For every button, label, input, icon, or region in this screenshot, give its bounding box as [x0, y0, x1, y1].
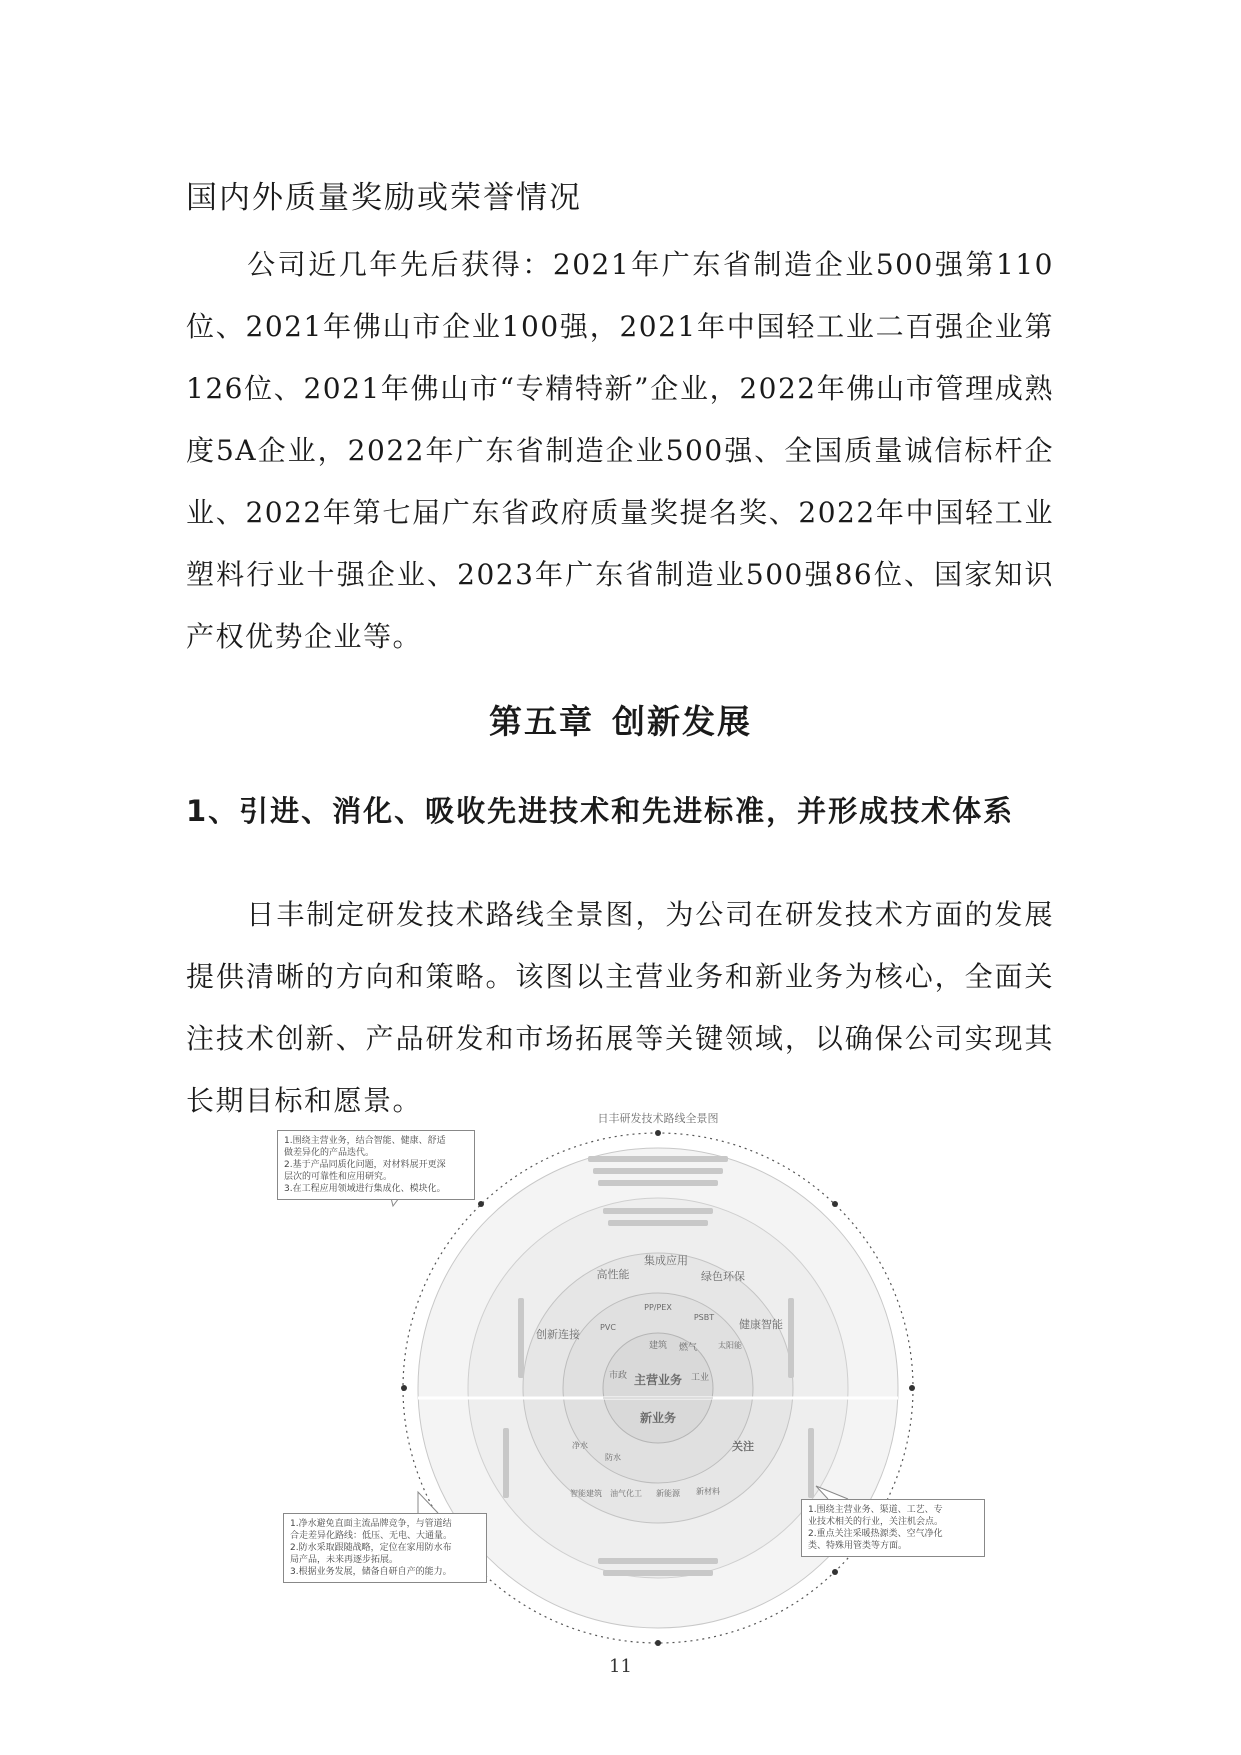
ring-label: 健康智能 [739, 1318, 783, 1331]
bottom-label: 新能源 [656, 1489, 680, 1498]
chapter-number: 第五章 [489, 702, 594, 741]
callout-line: 类、特殊用管类等方面。 [808, 1541, 908, 1551]
honors-paragraph [186, 234, 1054, 668]
ring-label: 集成应用 [644, 1254, 688, 1267]
callout-main-business [277, 1130, 475, 1200]
bottom-label: 防水 [605, 1453, 621, 1462]
inner-label: PSBT [693, 1313, 715, 1322]
core-new-label: 新业务 [639, 1411, 677, 1425]
callout-line: 1.围绕主营业务、渠道、工艺、专 [808, 1505, 943, 1515]
core-main-label: 主营业务 [633, 1373, 683, 1387]
callout-pointer [418, 1492, 438, 1513]
orbit-dot [655, 1130, 661, 1136]
honors-text: 公司近几年先后获得：2021年广东省制造企业500强第110位、2021年佛山市企业100强，2021年中国轻工业二百强企业第126位、2021年佛山市“专精特新”企业，2022年佛山市管理成熟度5A企业，2022年广东省制造企业500强、全国质量诚信标杆企业、2022年第七届广东省政府质量奖提名奖、2022年中国轻工业塑料行业十强企业、2023年广东省制造业500强86位、国家知识产权优势企业等。 [186, 248, 1054, 653]
callout-line: 3.在工程应用领域进行集成化、模块化。 [284, 1184, 446, 1194]
bottom-label: 净水 [572, 1441, 588, 1450]
callout-line: 合走差异化路线：低压、无电、大通量。 [290, 1531, 453, 1541]
callout-line: 3.根据业务发展，储备自研自产的能力。 [290, 1567, 452, 1577]
ring-label: 高性能 [596, 1268, 630, 1281]
callout-line: 业技术相关的行业，关注机会点。 [808, 1517, 944, 1527]
orbit-dot [655, 1640, 661, 1646]
ring-label: 创新连接 [536, 1328, 580, 1341]
inner-label: PP/PEX [644, 1303, 672, 1312]
figure-title: 日丰研发技术路线全景图 [597, 1112, 719, 1125]
ring-label: 绿色环保 [701, 1270, 745, 1283]
core-circle [603, 1333, 713, 1443]
subsection-title: 1、引进、消化、吸收先进技术和先进标准，并形成技术体系 [186, 794, 1015, 828]
inner-label: 太阳能 [718, 1341, 742, 1350]
chapter-title [0, 696, 1241, 743]
callout-line: 1.围绕主营业务，结合智能、健康、舒适 [284, 1136, 446, 1146]
inner-label: 工业 [690, 1373, 710, 1383]
orbit-dot [832, 1201, 838, 1207]
inner-label: 建筑 [648, 1341, 668, 1351]
callout-new-business [283, 1513, 487, 1583]
page-number: 11 [609, 1656, 632, 1677]
bottom-label: 智能建筑 [570, 1489, 602, 1498]
roadmap-text: 日丰制定研发技术路线全景图，为公司在研发技术方面的发展提供清晰的方向和策略。该图以主营业务和新业务为核心，全面关注技术创新、产品研发和市场拓展等关键领域，以确保公司实现其长期目标和愿景。 [186, 898, 1054, 1117]
orbit-dot [909, 1385, 915, 1391]
callout-line: 局产品，未来再逐步拓展。 [290, 1555, 399, 1565]
inner-label: PVC [600, 1323, 616, 1332]
callout-line: 做差异化的产品迭代。 [284, 1148, 375, 1158]
roadmap-paragraph [186, 884, 1054, 1132]
inner-label: 燃气 [678, 1343, 698, 1353]
roadmap-figure [268, 1108, 1048, 1648]
callout-line: 1.净水避免直面主流品牌竞争，与管道结 [290, 1519, 452, 1529]
ring-label: 关注 [732, 1440, 754, 1453]
chapter-name: 创新发展 [612, 702, 752, 741]
bottom-label: 油气化工 [610, 1489, 642, 1498]
orbit-dot [401, 1385, 407, 1391]
callout-focus [801, 1499, 985, 1557]
callout-line: 层次的可靠性和应用研究。 [284, 1172, 393, 1182]
inner-label: 市政 [608, 1371, 628, 1381]
callout-line: 2.重点关注采暖热源类、空气净化 [808, 1529, 943, 1539]
orbit-dot [832, 1569, 838, 1575]
orbit-dot [478, 1201, 484, 1207]
callout-line: 2.防水采取跟随战略，定位在家用防水布 [290, 1543, 452, 1553]
bottom-label: 新材料 [696, 1487, 720, 1496]
section-title: 国内外质量奖励或荣誉情况 [186, 180, 582, 216]
callout-line: 2.基于产品同质化问题，对材料展开更深 [284, 1160, 446, 1170]
